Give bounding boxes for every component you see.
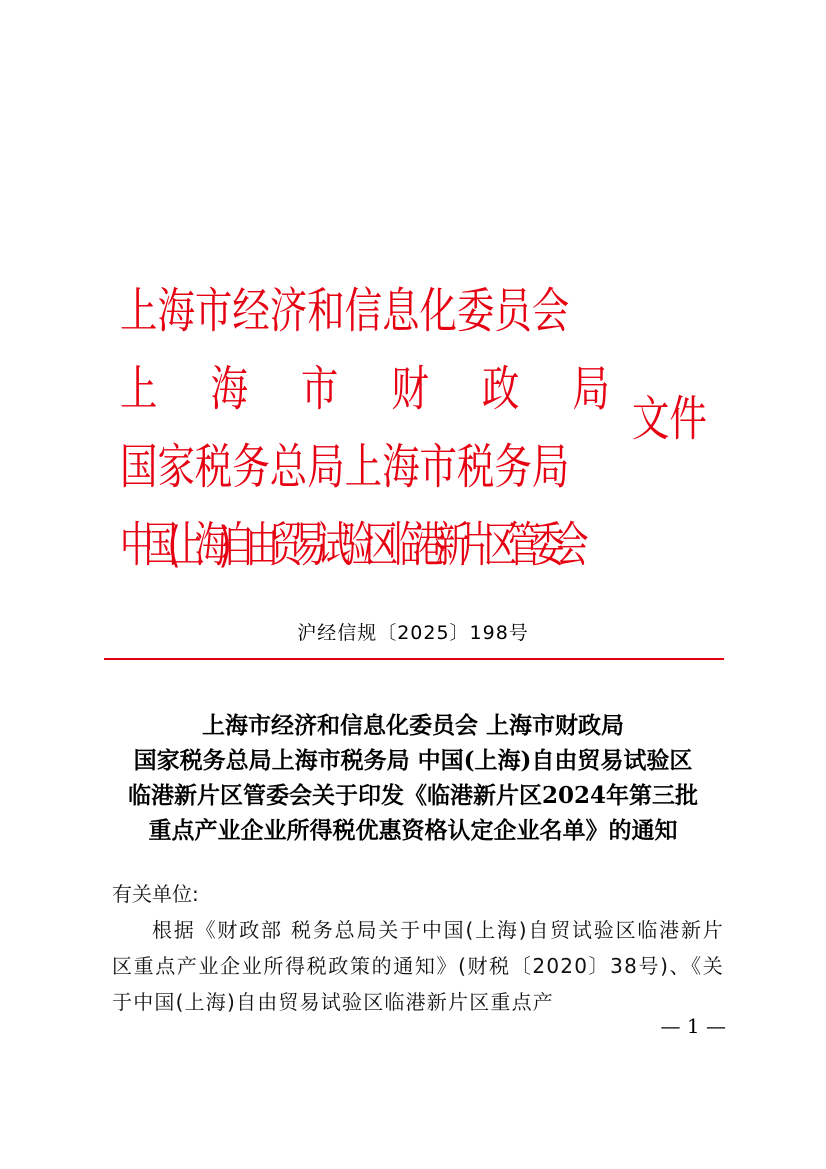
title-line-4: 重点产业企业所得税优惠资格认定企业名单》的通知	[148, 817, 678, 844]
title-line-2: 国家税务总局上海市税务局 中国(上海)自由贸易试验区	[133, 747, 693, 774]
issuer-char: 市	[300, 361, 339, 417]
issuer-line-4: 中国(上海)自由贸易试验区临港新片区管委会	[120, 517, 579, 573]
title-line-1: 上海市经济和信息化委员会 上海市财政局	[201, 712, 624, 739]
document-number: 沪经信规〔2025〕198号	[297, 622, 529, 644]
page-number: — 1 —	[660, 1014, 726, 1038]
issuer-line-3: 国家税务总局上海市税务局	[120, 439, 570, 495]
issuer-char: 政	[481, 361, 520, 417]
issuer-line-2	[120, 350, 610, 428]
document-title	[80, 708, 746, 848]
issuer-block	[120, 272, 610, 584]
document-body	[112, 876, 724, 1020]
issuer-char: 上	[120, 361, 158, 417]
document-suffix: 文件	[632, 391, 707, 447]
issuer-char: 海	[210, 361, 248, 417]
title-line-3: 临港新片区管委会关于印发《临港新片区2024年第三批	[127, 782, 698, 809]
red-divider-line	[104, 658, 724, 660]
issuer-char: 财	[391, 361, 429, 417]
salutation: 有关单位:	[112, 882, 199, 906]
issuer-char: 局	[572, 361, 610, 417]
body-paragraph: 根据《财政部 税务总局关于中国(上海)自贸试验区临港新片区重点产业企业所得税政策的通知》(财税〔2020〕38号)、《关于中国(上海)自由贸易试验区临港新片区重点产	[112, 918, 724, 1014]
issuer-line-1: 上海市经济和信息化委员会	[120, 283, 570, 339]
